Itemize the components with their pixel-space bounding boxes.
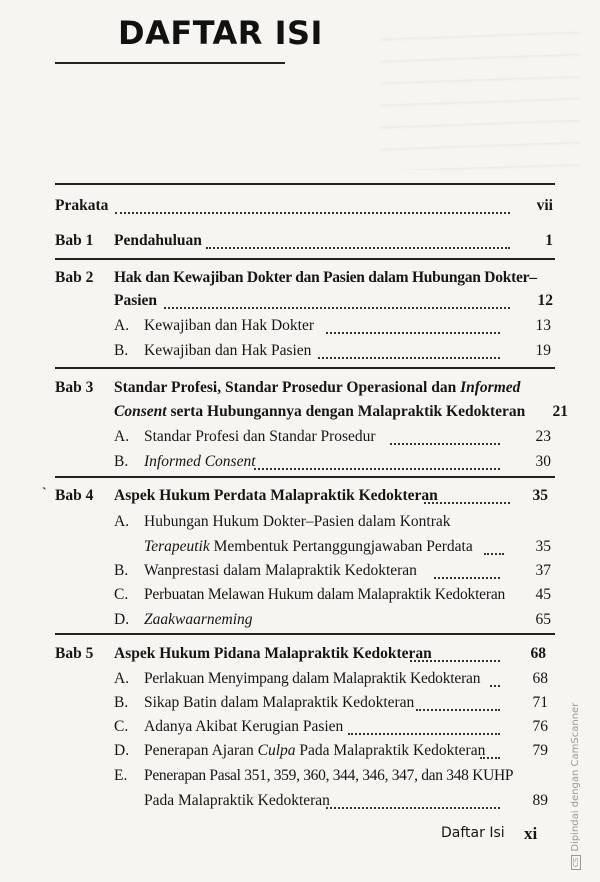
leader-dots bbox=[206, 245, 510, 249]
footer-section-name: Daftar Isi bbox=[441, 825, 505, 841]
sub-page: 13 bbox=[535, 317, 551, 334]
sub-page: 89 bbox=[532, 792, 548, 809]
sub-title: Perlakuan Menyimpang dalam Malapraktik Kedokteran bbox=[144, 670, 481, 687]
leader-dots bbox=[348, 731, 500, 735]
sub-page: 71 bbox=[532, 694, 548, 711]
sub-page: 45 bbox=[535, 586, 551, 603]
chapter-page: 12 bbox=[537, 292, 553, 309]
scan-mark: ` bbox=[42, 486, 47, 501]
sub-letter: B. bbox=[114, 562, 129, 579]
sub-letter: B. bbox=[114, 453, 129, 470]
chapter-number: Bab 3 bbox=[55, 379, 94, 396]
leader-dots bbox=[326, 805, 500, 809]
sub-letter: D. bbox=[114, 742, 130, 759]
sub-title: Standar Profesi dan Standar Prosedur bbox=[144, 428, 376, 445]
sub-letter: C. bbox=[114, 586, 129, 603]
leader-dots bbox=[480, 755, 500, 759]
bleed-through-area bbox=[380, 20, 580, 170]
watermark-text: Dipindai dengan CamScanner bbox=[570, 702, 581, 852]
sub-title-line1: Penerapan Pasal 351, 359, 360, 344, 346, 347, dan 348 KUHP bbox=[144, 767, 514, 784]
sub-title: Wanprestasi dalam Malapraktik Kedokteran bbox=[144, 562, 417, 579]
chapter-number: Bab 1 bbox=[55, 232, 94, 249]
leader-dots bbox=[164, 305, 510, 309]
sub-title: Sikap Batin dalam Malapraktik Kedokteran bbox=[144, 694, 415, 711]
sub-page: 68 bbox=[532, 670, 548, 687]
sub-letter: A. bbox=[114, 670, 130, 687]
chapter-number: Bab 5 bbox=[55, 645, 94, 662]
sub-title: Kewajiban dan Hak Pasien bbox=[144, 342, 312, 359]
leader-dots bbox=[410, 658, 500, 662]
watermark-logo: CS bbox=[571, 855, 581, 870]
leader-dots bbox=[416, 707, 500, 711]
page-title: DAFTAR ISI bbox=[118, 14, 323, 52]
leader-dots bbox=[434, 575, 500, 579]
chapter-title-italic: Informed bbox=[460, 379, 521, 396]
chapter-page: 21 bbox=[552, 403, 568, 420]
chapter-title-italic: Consent bbox=[114, 403, 167, 420]
footer-page-number: xi bbox=[524, 824, 538, 843]
sub-title: Informed Consent bbox=[144, 453, 256, 470]
sub-letter: D. bbox=[114, 611, 130, 628]
prakata-page: vii bbox=[536, 197, 553, 214]
leader-dots bbox=[326, 330, 500, 334]
sub-page: 30 bbox=[535, 453, 551, 470]
leader-dots bbox=[318, 355, 500, 359]
sub-page: 37 bbox=[535, 562, 551, 579]
chapter-page: 1 bbox=[545, 232, 553, 249]
sub-title-part: Pada Malapraktik Kedokteran bbox=[295, 742, 486, 759]
leader-dots bbox=[484, 551, 504, 555]
leader-dots bbox=[115, 210, 510, 214]
sub-letter: C. bbox=[114, 718, 129, 735]
sub-title-italic: Terapeutik bbox=[144, 538, 210, 555]
sub-title: Kewajiban dan Hak Dokter bbox=[144, 317, 315, 334]
section-rule bbox=[55, 258, 555, 260]
leader-dots bbox=[424, 500, 510, 504]
chapter-number: Bab 2 bbox=[55, 269, 94, 286]
sub-title-italic: Culpa bbox=[257, 742, 296, 759]
leader-dots bbox=[490, 683, 500, 687]
leader-dots bbox=[254, 466, 500, 470]
sub-letter: A. bbox=[114, 513, 130, 530]
scanner-watermark bbox=[570, 703, 581, 870]
sub-letter: B. bbox=[114, 342, 129, 359]
sub-title-line1: Hubungan Hukum Dokter–Pasien dalam Kontrak bbox=[144, 513, 451, 530]
section-rule bbox=[55, 367, 555, 369]
sub-title: Perbuatan Melawan Hukum dalam Malapraktik Kedokteran bbox=[144, 586, 506, 603]
sub-page: 35 bbox=[535, 538, 551, 555]
sub-page: 79 bbox=[532, 742, 548, 759]
sub-page: 23 bbox=[535, 428, 551, 445]
chapter-title: Pendahuluan bbox=[114, 232, 202, 249]
chapter-title-line2: Pasien bbox=[114, 292, 158, 309]
chapter-title: Aspek Hukum Pidana Malapraktik Kedokteran bbox=[114, 645, 432, 662]
chapter-title: Aspek Hukum Perdata Malapraktik Kedokteran bbox=[114, 487, 438, 504]
sub-title-part: Penerapan Ajaran bbox=[144, 742, 258, 759]
section-rule bbox=[55, 476, 555, 478]
title-underline bbox=[55, 62, 285, 64]
chapter-number: Bab 4 bbox=[55, 487, 94, 504]
sub-page: 65 bbox=[535, 611, 551, 628]
chapter-title-line1: Hak dan Kewajiban Dokter dan Pasien dalam Hubungan Dokter– bbox=[114, 269, 537, 286]
prakata-label: Prakata bbox=[55, 197, 109, 214]
top-rule bbox=[55, 183, 555, 185]
sub-title: Zaakwaarneming bbox=[144, 611, 253, 628]
chapter-title-part: Standar Profesi, Standar Prosedur Operasional dan bbox=[114, 379, 461, 396]
sub-title: Adanya Akibat Kerugian Pasien bbox=[144, 718, 344, 735]
sub-title-part: Membentuk Pertanggungjawaban Perdata bbox=[209, 538, 473, 555]
chapter-title-part: serta Hubungannya dengan Malapraktik Kedokteran bbox=[166, 403, 526, 420]
sub-letter: A. bbox=[114, 428, 130, 445]
sub-title-line2: Pada Malapraktik Kedokteran bbox=[144, 792, 330, 809]
sub-page: 19 bbox=[535, 342, 551, 359]
chapter-page: 35 bbox=[532, 487, 548, 504]
section-rule bbox=[55, 633, 555, 635]
leader-dots bbox=[390, 441, 500, 445]
sub-letter: E. bbox=[114, 767, 128, 784]
sub-letter: A. bbox=[114, 317, 130, 334]
sub-page: 76 bbox=[532, 718, 548, 735]
sub-letter: B. bbox=[114, 694, 129, 711]
chapter-page: 68 bbox=[530, 645, 546, 662]
